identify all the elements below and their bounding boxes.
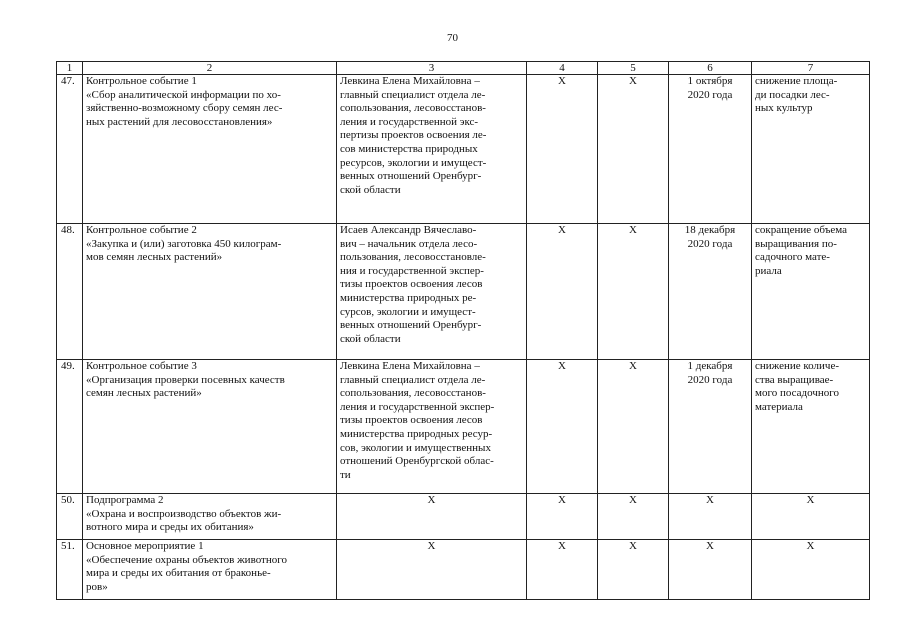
header-cell: 7 [752,62,870,75]
event-cell: Основное мероприятие 1 «Обеспечение охраны объектов животного мира и среды их обитания от браконье- ров» [83,540,337,600]
col4-cell: X [527,75,598,224]
event-cell: Контрольное событие 3 «Организация проверки посевных качеств семян лесных растений» [83,360,337,494]
header-cell: 5 [598,62,669,75]
col4-cell: X [527,224,598,360]
responsible-cell: X [337,540,527,600]
page-number: 70 [447,32,458,44]
consequence-cell: X [752,540,870,600]
header-cell: 2 [83,62,337,75]
consequence-cell: сокращение объема выращивания по- садочного мате- риала [752,224,870,360]
responsible-cell: Левкина Елена Михайловна – главный специалист отдела ле- сопользования, лесовосстанов- ления и государственной экспер- тизы проектов освоения лесов министерства природных ресур- сов, экологии и имущественных отношений Оренбургской облас- ти [337,360,527,494]
responsible-cell: X [337,494,527,540]
responsible-cell: Левкина Елена Михайловна – главный специалист отдела ле- сопользования, лесовосстанов- ления и государственной экс- пертизы проектов освоения ле- сов министерства природных ресурсов, экологии и имущест- венных отношений Оренбург- ской области [337,75,527,224]
consequence-cell: X [752,494,870,540]
col5-cell: X [598,360,669,494]
table-row [57,360,870,494]
table-row [57,224,870,360]
row-number: 49. [57,360,83,494]
date-cell: X [669,540,752,600]
event-cell: Контрольное событие 1 «Сбор аналитической информации по хо- зяйственно-возможному сбору семян лес- ных растений для лесовосстановления» [83,75,337,224]
row-number: 51. [57,540,83,600]
header-cell: 6 [669,62,752,75]
consequence-cell: снижение площа- ди посадки лес- ных культур [752,75,870,224]
col4-cell: X [527,494,598,540]
table-row [57,75,870,224]
header-cell: 3 [337,62,527,75]
col5-cell: X [598,494,669,540]
col4-cell: X [527,540,598,600]
col4-cell: X [527,360,598,494]
date-cell: 1 октября 2020 года [669,75,752,224]
consequence-cell: снижение количе- ства выращивае- мого посадочного материала [752,360,870,494]
col5-cell: X [598,75,669,224]
col5-cell: X [598,224,669,360]
col5-cell: X [598,540,669,600]
header-cell: 1 [57,62,83,75]
date-cell: 18 декабря 2020 года [669,224,752,360]
row-number: 50. [57,494,83,540]
date-cell: 1 декабря 2020 года [669,360,752,494]
event-cell: Подпрограмма 2 «Охрана и воспроизводство объектов жи- вотного мира и среды их обитания» [83,494,337,540]
row-number: 48. [57,224,83,360]
table-row [57,494,870,540]
row-number: 47. [57,75,83,224]
responsible-cell: Исаев Александр Вячеславо- вич – начальник отдела лесо- пользования, лесовосстановле- ния и государственной экспер- тизы проектов освоения лесов министерства природных ре- сурсов, экологии и имущест- венных отношений Оренбург- ской области [337,224,527,360]
date-cell: X [669,494,752,540]
header-cell: 4 [527,62,598,75]
table-header-row [57,62,870,75]
plan-table [56,61,870,600]
event-cell: Контрольное событие 2 «Закупка и (или) заготовка 450 килограм- мов семян лесных растений» [83,224,337,360]
table-row [57,540,870,600]
